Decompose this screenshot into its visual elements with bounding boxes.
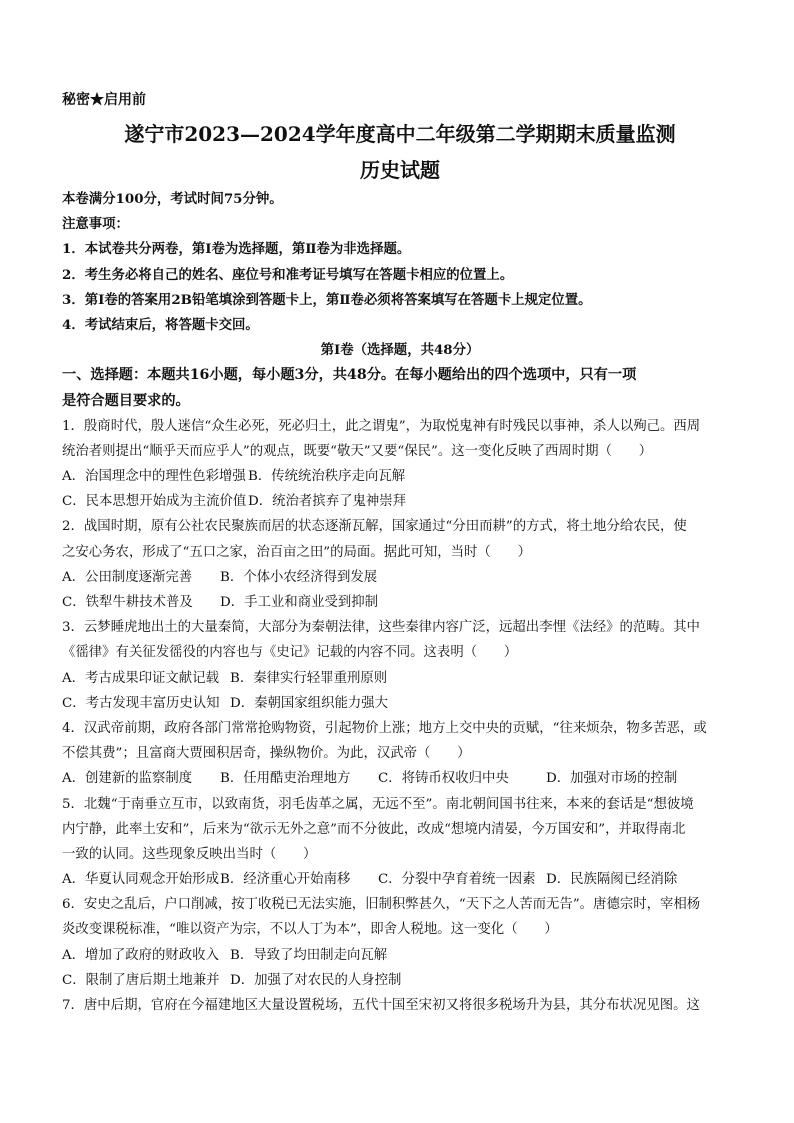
option-a: A．考古成果印证文献记载: [62, 670, 219, 686]
option-a: A．增加了政府的财政收入: [62, 947, 219, 963]
question-stem-line: 《徭律》有关征发徭役的内容也与《史记》记载的内容不同。这表明（ ）: [62, 645, 518, 661]
options-row: [62, 943, 738, 968]
options-row: [62, 565, 738, 590]
option-a: A．创建新的监察制度: [62, 771, 193, 787]
option-b: B．任用酷吏治理地方: [220, 771, 351, 787]
question-stem-line: 之安心务农，形成了“五口之家，治百亩之田”的局面。据此可知，当时（ ）: [62, 544, 531, 560]
options-row: [62, 691, 738, 716]
option-b: B．导致了均田制走向瓦解: [230, 947, 388, 963]
notice-item-3: 3．第Ⅰ卷的答案用2B铅笔填涂到答题卡上，第Ⅱ卷必须将答案填写在答题卡上规定位置。: [62, 291, 592, 308]
exam-page: [62, 89, 738, 1018]
option-c: C．限制了唐后期土地兼并: [62, 972, 220, 988]
options-row: [62, 489, 738, 514]
option-c: C．铁犁牛耕技术普及: [62, 595, 193, 610]
question-stem-line: 一致的认同。这些现象反映出当时（ ）: [62, 846, 317, 862]
question-stem-line: 2．战国时期，原有公社农民聚族而居的状态逐渐瓦解，国家通过“分田而耕”的方式，将土地分给农民，使: [62, 519, 687, 535]
question-stem-line: 4．汉武帝前期，政府各部门常常抢购物资，引起物价上涨；地方上交中央的贡赋，“往来烦杂，物多苦恶，或: [62, 720, 707, 736]
score-time-note: 本卷满分100分，考试时间75分钟。: [62, 191, 283, 207]
question-4: [62, 716, 738, 792]
notice-heading: 注意事项：: [62, 216, 129, 233]
options-row: [62, 666, 738, 691]
question-1: [62, 414, 738, 515]
option-d: D．民族隔阂已经消除: [546, 872, 678, 888]
question-stem-line: 7．唐中后期，官府在今福建地区大量设置税场，五代十国至宋初又将很多税场升为县，其分布状况见图。这: [62, 998, 700, 1013]
question-stem-line: 1．殷商时代，殷人迷信“众生必死，死必归土，此之谓鬼”，为取悦鬼神有时残民以事神，杀人以殉己。西周: [62, 418, 701, 434]
option-c: C．分裂中孕育着统一因素: [378, 872, 536, 888]
section-instruction-line-2: 是符合题目要求的。: [62, 392, 190, 409]
notice-item-1: 1．本试卷共分两卷，第Ⅰ卷为选择题，第Ⅱ卷为非选择题。: [62, 241, 411, 258]
question-5: [62, 792, 738, 893]
option-b: B．个体小农经济得到发展: [220, 569, 378, 585]
option-d: D．加强对市场的控制: [546, 771, 678, 787]
option-b: B．经济重心开始南移: [220, 872, 351, 888]
option-d: D．统治者摈弃了鬼神崇拜: [248, 494, 407, 510]
options-row: [62, 464, 738, 489]
question-stem-line: 3．云梦睡虎地出土的大量秦简，大部分为秦朝法律，这些秦律内容广泛，远超出李悝《法经》的范畴。其中: [62, 620, 700, 636]
subject-title: 历史试题: [360, 158, 440, 182]
question-3: [62, 615, 738, 716]
options-row: [62, 867, 738, 892]
option-c: C．将铸币权收归中央: [378, 771, 509, 787]
option-b: B．传统统治秩序走向瓦解: [248, 469, 406, 485]
option-c: C．考古发现丰富历史认知: [62, 695, 220, 711]
option-d: D．加强了对农民的人身控制: [230, 972, 402, 988]
exam-title: 遂宁市2023—2024学年度高中二年级第二学期期末质量监测: [124, 122, 676, 146]
options-row: [62, 766, 738, 791]
option-a: A．治国理念中的理性色彩增强: [62, 469, 246, 485]
options-row: [62, 590, 738, 615]
question-6: [62, 892, 738, 993]
option-a: A．华夏认同观念开始形成: [62, 872, 219, 888]
question-stem-line: 内宁静，此率土安和”，后来为“欲示无外之意”而不分彼此，改成“想境内清晏，今万国安和”，并取得南北: [62, 821, 686, 837]
part1-heading: 第Ⅰ卷（选择题，共48分）: [320, 342, 480, 359]
question-stem-line: 5．北魏“于南垂立互市，以致南货，羽毛齿革之属，无远不至”。南北朝间国书往来，本来的套话是“想彼境: [62, 796, 694, 812]
option-d: D．手工业和商业受到抑制: [220, 595, 379, 610]
question-2: [62, 514, 738, 615]
question-stem-line: 不偿其费”；且富商大贾囤积居奇，操纵物价。为此，汉武帝（ ）: [62, 746, 471, 762]
options-row: [62, 968, 738, 993]
question-stem-line: 6．安史之乱后，户口削减，按丁收税已无法实施，旧制积弊甚久，“天下之人苦而无告”。唐德宗时，宰相杨: [62, 897, 701, 913]
secret-label: 秘密★启用前: [62, 92, 146, 108]
question-7: [62, 993, 738, 1018]
notice-item-4: 4．考试结束后，将答题卡交回。: [62, 316, 259, 333]
option-a: A．公田制度逐渐完善: [62, 569, 193, 585]
question-stem-line: 炎改变课税标准，“唯以资产为宗，不以人丁为本”，即舍人税地。这一变化（ ）: [62, 922, 558, 938]
notice-item-2: 2．考生务必将自己的姓名、座位号和准考证号填写在答题卡相应的位置上。: [62, 266, 514, 283]
option-b: B．秦律实行轻罪重刑原则: [230, 670, 388, 686]
option-d: D．秦朝国家组织能力强大: [230, 695, 389, 711]
option-c: C．民本思想开始成为主流价值: [62, 494, 247, 510]
section-instruction-line-1: 一、选择题：本题共16小题，每小题3分，共48分。在每小题给出的四个选项中，只有一项: [62, 367, 637, 384]
question-stem-line: 统治者则提出“顺乎天而应乎人”的观点，既要“敬天”又要“保民”。这一变化反映了西周时期（ ）: [62, 443, 653, 459]
